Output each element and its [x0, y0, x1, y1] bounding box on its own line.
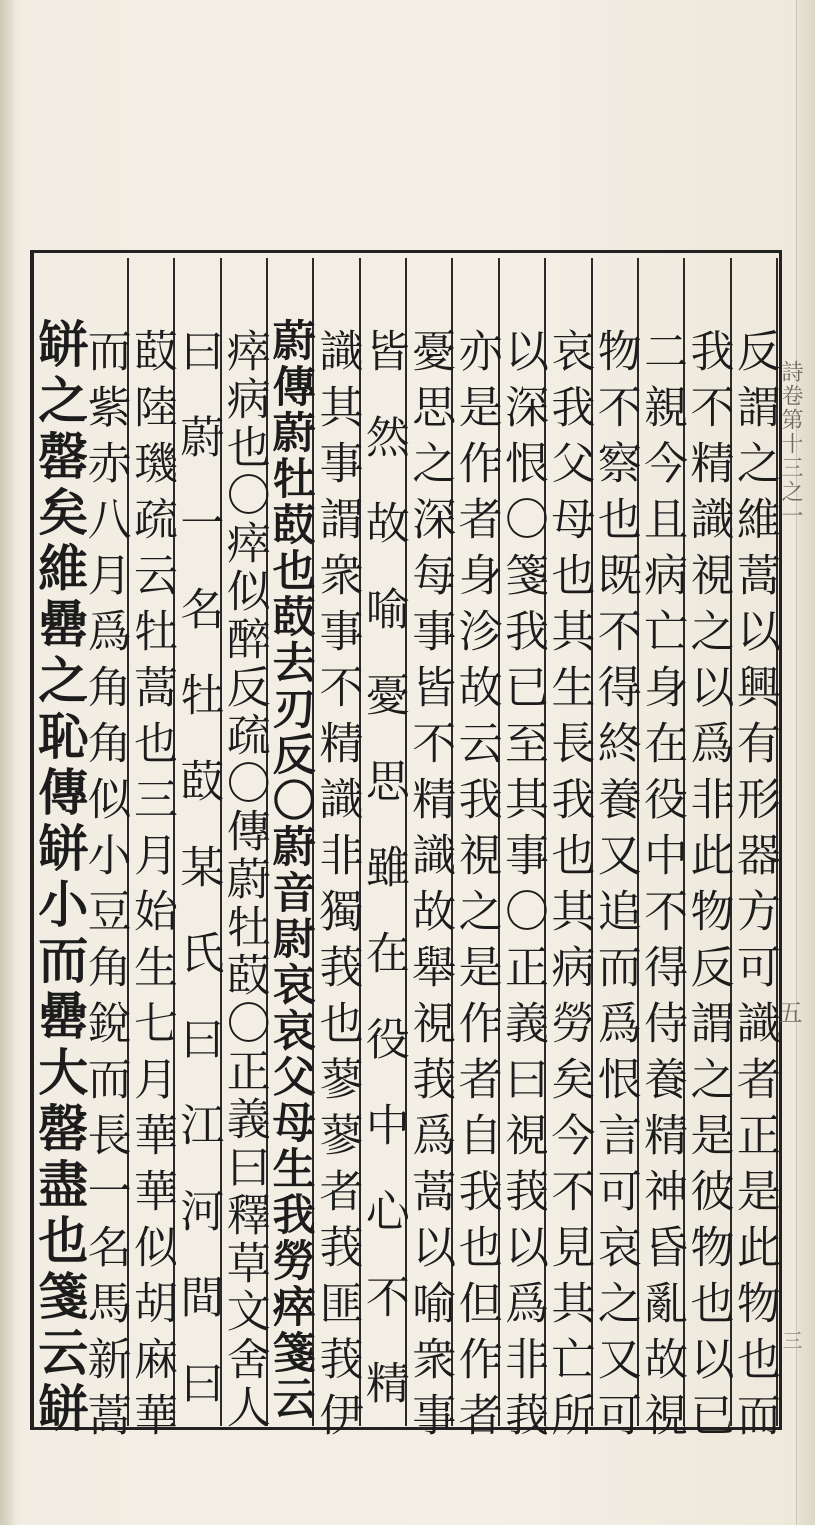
text-column-1 [728, 258, 780, 1448]
text-column-13 [172, 258, 224, 1446]
text-column-4 [589, 258, 641, 1448]
column-text: 以深恨〇箋我已至其事〇正義曰視莪以爲非莪 [496, 328, 548, 1448]
text-column-12 [218, 258, 270, 1432]
page-edge [796, 0, 815, 1525]
text-column-9 [357, 258, 409, 1446]
column-text: 而紫赤八月爲角角似小豆角銳而長一名馬新蒿 [79, 328, 131, 1448]
binding-shadow [0, 0, 14, 1525]
text-column-3 [636, 258, 688, 1448]
column-text: 物不察也既不得終養又追而爲恨言可哀之又可 [589, 328, 641, 1448]
column-text: 缾之罄矣維罍之恥傳缾小而罍大罄盡也箋云缾 [30, 318, 90, 1438]
column-text: 反謂之維蒿以興有形器方可識者正是此物也而 [728, 328, 780, 1448]
column-text: 蔚傳蔚牡菣也菣去刃反〇蔚音尉哀哀父母生我勞瘁箋云 [265, 318, 316, 1422]
column-text: 憂思之深每事皆不精識故舉視莪爲蒿以喻衆事 [404, 328, 456, 1448]
text-column-15 [79, 258, 131, 1448]
column-text: 亦是作者身沴故云我視之是作者自我也但作者 [450, 328, 502, 1448]
text-column-10 [311, 258, 363, 1448]
column-text: 瘁病也〇瘁似醉反疏〇傳蔚牡菣〇正義曰釋草文舍人 [218, 328, 270, 1432]
text-column-11 [265, 258, 316, 1426]
text-column-7 [450, 258, 502, 1448]
margin-footer: 三 [779, 1330, 803, 1350]
column-text: 二親今且病亡身在役中不得侍養精神昏亂故視 [636, 328, 688, 1448]
text-column-5 [543, 258, 595, 1448]
text-column-2 [682, 258, 734, 1448]
column-text: 曰蔚一名牡菣某氏曰江河間曰 [172, 328, 224, 1446]
text-column-6 [496, 258, 548, 1448]
column-text: 皆然故喻憂思雖在役中心不精 [357, 328, 409, 1446]
leaf-number: 五 [774, 1000, 802, 1024]
margin-title: 詩卷第十三之一 [778, 360, 803, 528]
column-text: 菣陸璣疏云牡蒿也三月始生七月華華似胡麻華 [125, 328, 177, 1448]
text-column-14 [125, 258, 177, 1448]
text-column-8 [404, 258, 456, 1448]
text-column-16 [30, 258, 90, 1438]
column-text: 哀我父母也其生長我也其病勞矣今不見其亡所 [543, 328, 595, 1448]
column-text: 識其事謂衆事不精識非獨莪也蓼蓼者莪匪莪伊 [311, 328, 363, 1448]
column-text: 我不精識視之以爲非此物反謂之是彼物也以已 [682, 328, 734, 1448]
